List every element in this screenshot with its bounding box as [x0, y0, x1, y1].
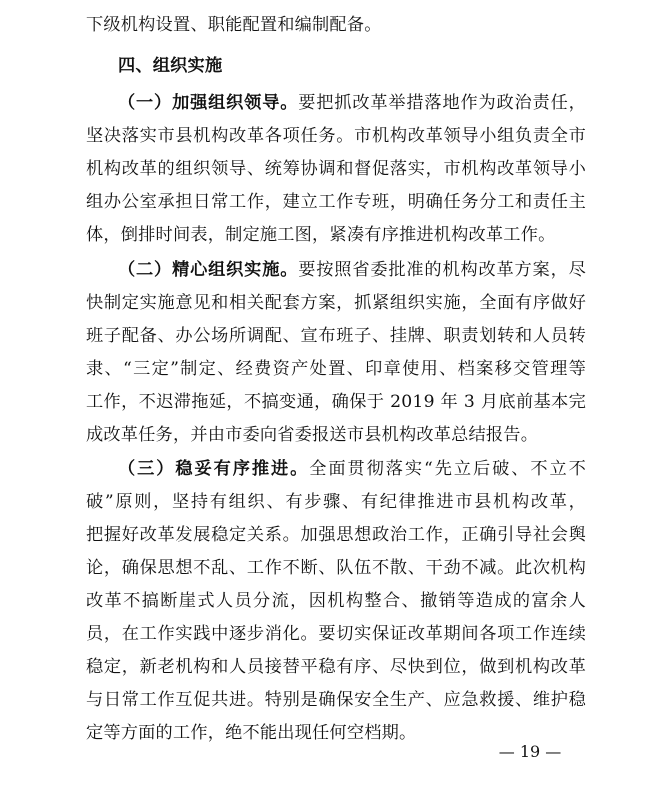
- page-number: — 19 —: [498, 742, 562, 761]
- paragraph-3-line-7: 稳定，新老机构和人员接替平稳有序、尽快到位，做到机构改革: [86, 657, 586, 677]
- paragraph-2-line-5: 工作，不迟滞拖延，不搞变通，确保于 2019 年 3 月底前基本完: [86, 392, 586, 412]
- paragraph-1-line-1: [118, 92, 586, 114]
- paragraph-1-lead: （一）加强组织领导。: [118, 93, 299, 113]
- paragraph-2-line-6: 成改革任务，并由市委向省委报送市县机构改革总结报告。: [86, 425, 539, 445]
- paragraph-3-lead: （三）稳妥有序推进。: [118, 459, 310, 479]
- section-heading: 四、组织实施: [118, 56, 223, 76]
- paragraph-2-line-4: 隶、“三定”制定、经费资产处置、印章使用、档案移交管理等: [86, 359, 586, 379]
- paragraph-1-line-2: 坚决落实市县机构改革各项任务。市机构改革领导小组负责全市: [86, 126, 586, 146]
- paragraph-3-line-4: 论，确保思想不乱、工作不断、队伍不散、干劲不减。此次机构: [86, 558, 586, 578]
- paragraph-3-line-2: 破”原则，坚持有组织、有步骤、有纪律推进市县机构改革，: [86, 492, 586, 512]
- paragraph-2-text: 要按照省委批准的机构改革方案，尽: [298, 260, 586, 280]
- paragraph-1-line-4: 组办公室承担日常工作，建立工作专班，明确任务分工和责任主: [86, 192, 586, 212]
- paragraph-3-line-8: 与日常工作互促共进。特别是确保安全生产、应急救援、维护稳: [86, 690, 586, 710]
- paragraph-3-line-1: [118, 458, 586, 480]
- paragraph-1-text: 要把抓改革举措落地作为政治责任，: [298, 93, 586, 113]
- paragraph-3-text: 全面贯彻落实“先立后破、不立不: [309, 459, 586, 479]
- paragraph-2-line-1: [118, 259, 586, 281]
- paragraph-2-line-2: 快制定实施意见和相关配套方案，抓紧组织实施，全面有序做好: [86, 293, 586, 313]
- intro-text-line: 下级机构设置、职能配置和编制配备。: [86, 15, 382, 35]
- paragraph-3-line-6: 员，在工作实践中逐步消化。要切实保证改革期间各项工作连续: [86, 624, 586, 644]
- paragraph-3-line-3: 把握好改革发展稳定关系。加强思想政治工作，正确引导社会舆: [86, 525, 586, 545]
- paragraph-2-line-3: 班子配备、办公场所调配、宣布班子、挂牌、职责划转和人员转: [86, 326, 586, 346]
- paragraph-3-line-9: 定等方面的工作，绝不能出现任何空档期。: [86, 723, 417, 743]
- paragraph-3-line-5: 改革不搞断崖式人员分流，因机构整合、撤销等造成的富余人: [86, 591, 586, 611]
- paragraph-1-line-5: 体，倒排时间表，制定施工图，紧凑有序推进机构改革工作。: [86, 225, 556, 245]
- paragraph-1-line-3: 机构改革的组织领导、统筹协调和督促落实，市机构改革领导小: [86, 159, 586, 179]
- paragraph-2-lead: （二）精心组织实施。: [118, 260, 299, 280]
